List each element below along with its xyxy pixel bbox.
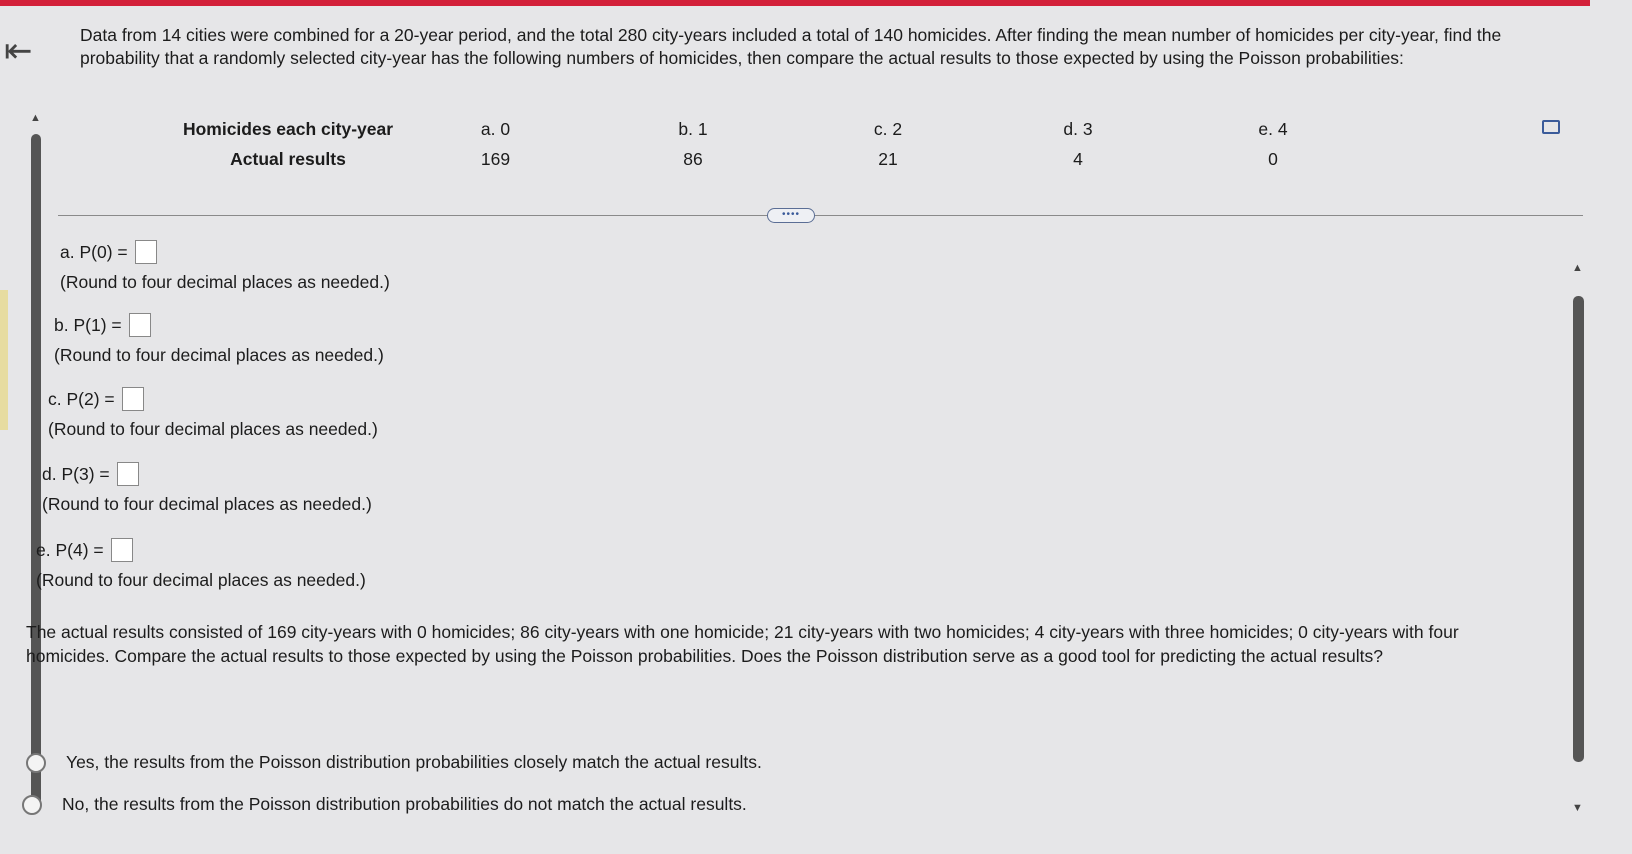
- part-label: d. P(3) =: [42, 464, 110, 484]
- option-no[interactable]: [22, 794, 747, 815]
- part-c: [48, 387, 378, 441]
- highlight-strip: [0, 290, 8, 430]
- part-a: [60, 240, 390, 294]
- section-divider: [58, 215, 1583, 216]
- table-cell: Actual results: [230, 148, 346, 169]
- table-cell: 169: [480, 148, 511, 169]
- table-header-cell: d. 3: [1063, 118, 1093, 139]
- part-label: a. P(0) =: [60, 242, 128, 262]
- data-table: [178, 114, 1373, 174]
- table-row: [178, 144, 1373, 174]
- table-header-cell: e. 4: [1258, 118, 1288, 139]
- rounding-hint: (Round to four decimal places as needed.): [54, 345, 384, 365]
- option-label[interactable]: No, the results from the Poisson distribution probabilities do not match the actual results.: [62, 794, 747, 814]
- table-header-cell: c. 2: [873, 118, 903, 139]
- copy-icon[interactable]: [1542, 120, 1560, 134]
- table-cell: 0: [1268, 148, 1278, 169]
- answer-input[interactable]: [135, 240, 157, 264]
- expand-toggle-button[interactable]: ••••: [767, 208, 815, 223]
- table-header-cell: Homicides each city-year: [182, 118, 394, 139]
- left-scrollbar[interactable]: [30, 112, 42, 812]
- option-label[interactable]: Yes, the results from the Poisson distribution probabilities closely match the actual results.: [66, 752, 762, 772]
- scroll-down-icon[interactable]: ▼: [1572, 802, 1583, 814]
- rounding-hint: (Round to four decimal places as needed.): [60, 272, 390, 292]
- table-cell: 21: [878, 148, 898, 169]
- scroll-up-icon[interactable]: ▲: [1572, 262, 1583, 274]
- rounding-hint: (Round to four decimal places as needed.): [48, 419, 378, 439]
- table-header-cell: a. 0: [480, 118, 511, 139]
- part-b: [54, 313, 384, 367]
- table-cell: 86: [683, 148, 703, 169]
- right-scrollbar[interactable]: [1570, 262, 1586, 822]
- scroll-up-icon[interactable]: ▲: [30, 112, 41, 124]
- rounding-hint: (Round to four decimal places as needed.): [42, 494, 372, 514]
- table-row: [178, 114, 1373, 144]
- radio-button[interactable]: [22, 795, 42, 815]
- part-label: c. P(2) =: [48, 389, 115, 409]
- part-d: [42, 462, 372, 516]
- comparison-question: The actual results consisted of 169 city-years with 0 homicides; 86 city-years with one homicide; 21 city-years with two homicides; 4 city-years with three homicides; 0 city-years with four homicides. Compare the actual results to those expected by using the Poisson probabilities. Does the Poisson distribution serve as a good tool for predicting the actual results?: [26, 622, 1459, 666]
- answer-input[interactable]: [111, 538, 133, 562]
- problem-statement: Data from 14 cities were combined for a 20-year period, and the total 280 city-years included a total of 140 homicides. After finding the mean number of homicides per city-year, find the probability that a randomly selected city-year has the following numbers of homicides, then compare the actual results to those expected by using the Poisson probabilities:: [80, 25, 1502, 68]
- scroll-thumb[interactable]: [31, 134, 41, 806]
- scroll-thumb[interactable]: [1573, 296, 1584, 762]
- answer-input[interactable]: [122, 387, 144, 411]
- answer-input[interactable]: [129, 313, 151, 337]
- answer-input[interactable]: [117, 462, 139, 486]
- option-yes[interactable]: [26, 752, 762, 773]
- part-e: [36, 538, 366, 592]
- part-label: e. P(4) =: [36, 540, 104, 560]
- top-accent-bar: [0, 0, 1590, 6]
- part-label: b. P(1) =: [54, 315, 122, 335]
- back-arrow-icon[interactable]: ⇤: [4, 32, 33, 70]
- rounding-hint: (Round to four decimal places as needed.): [36, 570, 366, 590]
- table-header-cell: b. 1: [678, 118, 708, 139]
- table-cell: 4: [1073, 148, 1083, 169]
- radio-button[interactable]: [26, 753, 46, 773]
